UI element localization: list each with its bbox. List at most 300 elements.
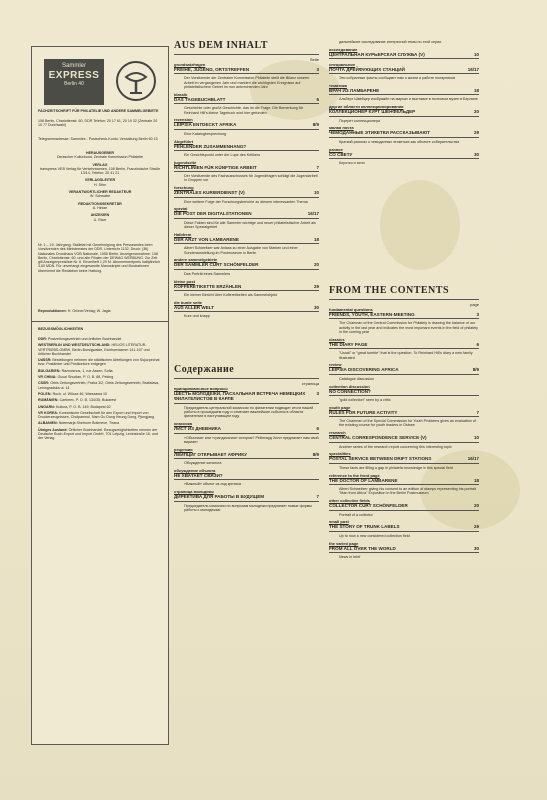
toc-entry [174,117,319,136]
toc-category: малая почта [329,125,354,131]
redakteur: W. Schwabe [90,194,110,199]
toc-title-row [174,284,319,289]
toc-page-number: 6 [316,426,319,432]
toc-category: specialities [329,451,351,457]
toc-category: grundsatzfragen [174,62,206,67]
toc-description: Ein Gesichtspunkt unter der Lupe des Kritikers [184,152,261,157]
toc-title-row [174,97,319,102]
toc-entry [174,206,319,229]
toc-russian-continued [329,40,479,168]
toc-title: FEHLENDER ZUSAMMENHANG? [174,143,247,149]
toc-entry [329,405,479,428]
toc-title: FROM ALL OVER THE WORLD [329,545,396,551]
divider [174,73,319,74]
toc-page-number: 7 [316,494,319,500]
divider [329,484,479,485]
divider [174,54,319,55]
toc-entry [174,300,319,319]
toc-category: принципиальные вопросы [174,386,228,391]
toc-category: review [329,362,342,368]
divider [329,73,479,74]
distribution-item [38,411,162,420]
toc-page-number: 6 [476,341,479,347]
toc-title: ВРАЧ ИЗ ЛАМБАРЕНЕ [329,87,380,93]
toc-category: специальное [329,61,356,67]
distribution-item [38,375,162,379]
toc-description: "Usual" or "great tumble" that is the question. To Reinhard Hill's diary a new family illustrated [339,351,473,360]
distribution-country: UdSSR: [38,358,52,363]
toc-title: POSTAL SERVICE BETWEEN DRIFT STATIONS [329,456,432,462]
toc-title: КОЛЛЕКЦИОНЕР КУРТ ШЁНФЕЛЬДЕР [329,109,416,115]
distribution-text: Postzeitungsvertrieb und örtlicher Buchhandel [47,337,122,341]
toc-entry [329,541,479,560]
toc-title-row [174,494,319,499]
toc-entry [329,430,479,449]
divider [329,442,479,443]
divider [329,158,479,159]
design: H. Grüner/Verlag; W. Jagla [67,309,111,313]
toc-category: jugendseite [174,159,197,165]
address: 108 Berlin, Charlottenstr. 60, DDR Telefon: 20 17 61, 20 19 32 (Zentrale 20 10 77 Durchwahl) [38,119,158,128]
toc-description: Albert Schweitzer war Anlass zu einer Ausgabe von Marken und einer Sonderausstellung im Postmuseum in Berlin [184,246,298,255]
redakteur-label: VERANTWORTLICHER REDAKTEUR [68,190,132,195]
anzeigen-label: ANZEIGEN [90,213,110,218]
distribution-country: VR KOREA: [38,410,59,415]
toc-page-number: 20 [473,109,479,115]
toc-title: CENTRAL CORRESPONDENCE SERVICE (V) [329,435,427,441]
divider [174,197,319,198]
toc-page-number: 10 [473,51,479,57]
toc-description: Eine Katalogbesprechung [184,131,227,136]
divider [174,129,319,130]
distribution-country: VR CHINA: [38,375,57,380]
imprint: Nr. 1 – 19. Jahrgang. Stalletat mit Genehmigung des Presseamtes beim Vorsitzenden des Ministerrates der DDR, Unterrichr 1132, Druck: (36) Nationales Druckhaus VOB Nationale, 1055 Berlin. Anzeigenannahme: 108 Berlin, Charlottenstr. 60, und alle Filialen der DEWAG WERBUNG. Zur Zeit gilt Anzeigenpreisliste Nr. 6. Einzelheft 1,20 M. Abonnementpreis halbjährlich 3,60 MDN. Für unverlangt eingesandte Manuskripte und Illustrationen übernimmt die Redaktion keine Haftung. [38,243,161,273]
toc-title-row [174,426,319,431]
verlagsleiter-label: VERLAGSLEITER [84,178,116,183]
toc-page-number: 30 [473,545,479,551]
toc-title-row [174,452,319,457]
toc-entry [329,104,479,123]
distribution-item [38,358,162,367]
toc-title: THE DOCTOR OF LAMBARENE [329,477,398,483]
toc-description: Председатель центральной комиссии по филателии подводит итоги нашей работы в прошедшем году и отмечает важнейшие события в области филателии в наступающем году [184,405,314,419]
toc-entry [174,386,319,419]
distribution-item [38,343,162,356]
divider [329,137,479,138]
toc-description: The Chairman of the Central Commission for Philately is drawing the balance of our activity in the last year and indicates the most important events in the field of philately in the coming year [339,321,478,334]
distribution-text: Ndermarja Shetnore Botimeve, Tirana [58,421,120,426]
toc-title-row [329,109,479,114]
toc-description: The Chairman of the Special Commission for Youth Problems gives an evaluation of the existing course for youth leaders in Ostsee [339,419,476,428]
toc-title-row [174,237,319,242]
logo-sub: Berlin 40 [64,81,84,87]
toc-title: ЛИСТ ИЗ ДНЕВНИКА [174,426,221,432]
toc-entry [329,519,479,538]
distribution-text: Guozi Shudian, P. O. B. 88, Peking [57,375,114,380]
toc-entry [174,257,319,276]
divider [174,458,319,459]
toc-description: Up to now a new considered collection field [339,533,410,538]
toc-description: Das Porträt eines Sammlers [184,271,231,276]
toc-description: Albert Schweitzer giving his consent to an edition of stamps representing his portrait "Man from Africa" Exposition in the Berlin Postmuseum [339,487,476,496]
distribution-country: Übriges Ausland: [38,427,68,432]
divider [174,433,319,434]
toc-description: Portrait of a collector [339,512,373,517]
toc-category: обсуждение объекта [174,467,216,473]
toc-category: research [329,430,346,436]
distribution-country: WESTBERLIN UND WESTDEUTSCHLAND: [38,343,111,348]
toc-category: fundamental questions [329,307,373,312]
toc-page-number: 7 [316,164,319,170]
distribution-text: Örtlicher Buchhandel. Bezugsmöglichkeiten nennen der Deutsche Buch-Export und Import GmbH, 701 Leipzig, Leninstraße 16, und der Verlag [38,427,158,441]
posthorn-icon [116,61,156,101]
publisher: Deutscher Kulturbund, Zentrale Kommission Philatelie [56,155,144,160]
toc-title-row [329,312,479,317]
toc-category: reference to the front page [329,472,380,478]
toc-description: Catalogue discussion [339,376,375,381]
toc-category: страница молодежи [174,489,214,495]
toc-page-number: 20 [313,262,319,268]
toc-page-number: 3 [316,67,319,72]
divider [174,103,319,104]
toc-english-list [329,307,479,559]
toc-entry [174,139,319,158]
toc-page-number: 20 [473,503,479,509]
divider [174,290,319,291]
toc-description: Коротко и ясно [339,160,365,165]
divider [174,479,319,480]
toc-description: Another series of the research report concerning this interesting topic [339,444,452,449]
toc-entry [329,384,479,403]
toc-category: forschung [174,185,194,191]
toc-category: рецензия [174,446,193,452]
toc-title: DER ARZT VON LAMBARENE [174,236,239,242]
toc-entry [174,232,319,255]
toc-page-number: 8/9 [312,451,319,457]
toc-title-row [174,190,319,195]
toc-description: Краткий рассказ о чемоданных этикетках как объекте собирательства [339,139,460,144]
toc-title-row [329,410,479,415]
toc-title: DAS TAGEBUCHBLATT [174,96,226,102]
bezug-label: BEZUGSMÖGLICHKEITEN [38,327,84,331]
divider [329,348,479,349]
toc-title-row [329,389,479,394]
toc-title: LEIPSIA ENTDECKT AFRIKA [174,122,237,128]
toc-title-row [174,473,319,478]
divider [329,318,479,319]
divider [174,150,319,151]
verlag-label: VERLAG [92,162,108,167]
toc-description: «Важный» объект из-под критика [184,482,241,487]
page-label: Seite [309,57,319,62]
toc-entry [329,337,479,360]
toc-title: ШЕСТЬ МОЛОДЕЖИ, ПАСХАЛЬНАЯ ВСТРЕЧА НЕМЕЦКИХ ФИЛАТЕЛИСТОВ В КАРЛЕ [174,391,306,402]
toc-title-row [174,305,319,310]
toc-page-number: 30 [473,151,479,157]
toc-page-number: 29 [473,524,479,530]
toc-page-number: 6 [316,96,319,102]
toc-german [174,53,319,321]
toc-page-number: 16/17 [307,211,319,217]
toc-category: spezial [174,206,188,212]
toc-category: die bunte seite [174,299,203,305]
toc-category: rezension [174,117,193,123]
divider [174,311,319,312]
divider [329,395,479,396]
divider [174,218,319,219]
toc-entry [174,421,319,444]
toc-entry [174,447,319,466]
divider [329,58,479,59]
section-title-german: AUS DEM INHALT [174,40,268,51]
toc-description: Diese Fakten sind für alle Sammler wichtige und neuer philatelistischer Arbeit als dieser Spezialgebiet [184,220,316,230]
toc-entry [329,62,479,81]
toc-page-number: 3 [476,312,479,317]
divider [329,94,479,95]
toc-title-row [174,67,319,72]
toc-entry [174,279,319,298]
design-label: Reproduktionen: [38,309,67,313]
distribution-country: ALBANIEN: [38,421,58,426]
toc-category: small post [329,519,349,525]
distribution-text: HELIOS LITERATUR-VERTRIEBS-GMBH, Berlin-Borsigwalde, Eichborndamm 141-167 und örtlicher Buchhandel [38,343,150,356]
toc-title: RULES FOR FUTURE ACTIVITY [329,409,398,415]
distribution-country: POLEN: [38,391,52,396]
anzeigen: U. Eiser [93,217,107,222]
toc-title-row [329,435,479,440]
toc-description: "gold collection" seen by a critic [339,397,391,402]
toc-description: Eine weitere Folge der Forschungsberichte zu diesem interessanten Thema [184,199,308,204]
divider [329,374,479,375]
toc-title: ДИРЕКТИВА ДЛЯ РАБОТЫ В БУДУЩЕМ [174,494,265,500]
toc-title: ЧЕМОДАННЫЕ ЭТИКЕТКИ РАССКАЗЫВАЮТ [329,130,430,136]
bezug-list [38,337,162,443]
toc-description: Der Vorsitzende der Zentralen Kommission Philatelie stellt die Bilanz unserer Arbeit im vergangenen Jahr und markiert die wichtigsten Ereignisse auf philatelistischem Gebiet im nun anbrechenden Jahr [184,76,310,89]
toc-title: COLLECTOR CURT SCHÖNFELDER [329,503,408,509]
toc-category: другие области коллекционирования [329,104,404,110]
divider [329,552,479,553]
toc-title: ZENTRALES KURIERDIENST (V) [174,190,245,196]
divider [174,501,319,502]
redaktion-label: REDAKTIONSSEKRETÄR [78,201,122,206]
divider [174,269,319,270]
redaktion: A. Hintze [92,205,108,210]
toc-page-number: 18 [313,236,319,242]
toc-page-number: 16/17 [467,456,479,462]
magazine-logo [44,59,104,105]
distribution-item [38,369,162,373]
distribution-country: DDR: [38,337,47,341]
toc-page-number: 10 [473,435,479,441]
toc-description: Kurz und knapp [184,314,210,319]
distribution-item [38,421,162,425]
toc-title-row [329,546,479,551]
publisher-label: HERAUSGEBER [86,151,114,155]
toc-title-row [329,456,479,461]
toc-title-row [174,122,319,127]
logo-top: Sammler [61,63,86,69]
toc-title-row [174,262,319,267]
toc-russian-continued-list [329,40,479,165]
toc-title-row [329,503,479,508]
toc-entry [329,307,479,334]
toc-title: DIE POST DER DIGITALSTATIONEN [174,211,252,217]
toc-category: Halbfrem [174,231,192,237]
page-label-en: page [470,302,479,307]
page-label-ru: страница [301,381,319,386]
distribution-text: Bestellungen nehmen die städtischen Abteilungen von Sojuzpechat bzw. Postämter und Postkontore entgegen [38,358,160,367]
toc-title-row [174,391,319,402]
distribution-country: BULGARIEN: [38,368,61,373]
toc-description: «Обычная» или «грандиозная» история? Рейнхард Хилл предлагает нам свой вариант [184,435,319,444]
toc-page-number: 8/9 [472,367,479,373]
toc-title: ПОЧТА ДРЕЙФУЮЩИХ СТАНЦИЙ [329,66,405,72]
distribution-text: Koreanische Gesellschaft für den Export und Import von Druckerzeugnissen, Chulpanmul, Nam Gu Dong Heung Dong, Pjongjang [38,410,155,420]
toc-title-row [329,524,479,529]
toc-category: классика [174,421,192,427]
toc-english [329,298,479,562]
toc-title-row [329,67,479,72]
logo-main: EXPRESS [48,70,100,81]
toc-description: Альберт Швейцер изображён на марках и выставке в почтовом музее в Берлине [339,97,478,102]
toc-category: тематика [329,82,347,88]
toc-description: News in brief [339,554,361,559]
toc-entry [329,147,479,166]
distribution-item [38,405,162,409]
toc-title-row [174,211,319,216]
distribution-item [38,428,162,441]
toc-page-number: 16/17 [467,66,479,72]
toc-category: other collective fields [329,498,370,504]
distribution-text: Raznoiznos, 1, rue Assen, Sofia [61,368,113,373]
toc-entry [174,468,319,487]
divider [174,243,319,244]
distribution-text: Kultura, P. O. B. 149, Budapest 62 [55,404,111,409]
toc-title: LEIPSIA DISCOVERING AFRICA [329,367,399,373]
toc-german-list [174,62,319,319]
toc-description: Обсуждение каталога [184,461,222,466]
toc-title: СО СВЕТУ [329,151,353,157]
verlag: transpress VEB Verlag für Verkehrswesen, 108 Berlin, Französische Straße 13/14, Telefon: 20 41 21 [39,166,161,176]
toc-entry [174,160,319,183]
divider [174,171,319,172]
divider [174,403,319,404]
toc-title-row [174,165,319,170]
distribution-text: Cartimex, P. O. B. 134/35, Bukarest [59,398,117,403]
distribution-text: Orbis Zeitungsvertrieb, Praha 3/2, Orbis Zeitungsvertrieb, Bratislava, Leningradska ul. 14 [38,381,160,390]
verlagsleiter: H. Stirn [94,182,106,187]
divider [32,321,168,322]
toc-description: Geschichte oder große Geschichte, das ist die Frage. Die Bemerkung für Reinhard Hill's kleine Tagebuch wird hier gefunden [184,106,304,115]
toc-entry [329,473,479,496]
divider [329,531,479,532]
toc-entry [329,40,479,44]
toc-entry [329,125,479,144]
toc-entry [174,489,319,512]
toc-category: Abgeführt [174,138,194,144]
distribution-item [38,392,162,396]
toc-description: These facts are filling a gap in philatelic knowledge in this special field [339,465,453,470]
toc-description: Der Vorsitzende des Fachausschusses für Jugendfragen schlägt die Jugendarbeit in Gruppen vor [184,174,318,183]
toc-category: andere sammelgebiete [174,257,218,263]
toc-category: kleine post [174,278,195,284]
toc-title: THE DIARY PAGE [329,341,368,347]
telegram: Telegrammadresse: Sammlex - Postscheck-Konto: Verwaltung Berlin 60 15 [38,137,158,141]
toc-page-number: 18 [473,87,479,93]
toc-description: Председатель комиссии по вопросам молодежи предлагает новые формы работы с молодежью [184,503,312,512]
toc-page-number: 30 [313,304,319,310]
toc-category: youth page [329,404,351,410]
toc-entry [329,451,479,470]
distribution-item [38,337,162,341]
toc-category: classics [329,336,345,342]
toc-title-row [329,342,479,347]
toc-title: RICHTLINIEN FÜR KÜNFTIGE ARBEIT [174,164,257,170]
toc-description: Портрет коллекционера [339,118,381,123]
toc-title-row [329,152,479,157]
toc-title: ЦЕНТРАЛЬНАЯ КУРЬЕРСКАЯ СЛУЖБА (V) [329,51,425,57]
toc-title: NO CONNECTION? [329,388,371,394]
toc-title-row [174,144,319,149]
toc-entry [174,185,319,204]
distribution-country: RUMÄNIEN: [38,398,59,403]
impressum-column [31,46,169,745]
paper-stain [380,180,460,270]
toc-page-number: 29 [313,283,319,289]
toc-title: НЕ ХВАТАЕТ СВЯЗИ? [174,472,223,478]
toc-category: collection discussion [329,383,370,389]
toc-entry [329,362,479,381]
divider [329,416,479,417]
toc-russian [174,377,319,515]
toc-title-row [329,478,479,483]
toc-entry [174,92,319,115]
toc-title: FRIENDS, YOUTH, EASTERN-MEETING [329,312,415,317]
distribution-text: Ruch, ul. Wilcza 46, Warszawa 10 [52,391,107,396]
toc-title: DER SAMMLER CURT SCHÖNFELDER [174,262,259,268]
toc-page-number: 29 [473,130,479,136]
toc-category: исследование [329,46,358,52]
toc-page-number: 10 [313,190,319,196]
toc-entry [329,83,479,102]
toc-title-row [329,367,479,372]
distribution-item [38,398,162,402]
divider [329,116,479,117]
distribution-country: CSSR: [38,381,50,386]
toc-category: разное [329,146,343,152]
toc-description: дальнейшее исследование интересной темы по этой серии [339,40,442,44]
divider [329,299,479,300]
toc-title: THE STORY OF TRUNK LABELS [329,524,400,530]
toc-russian-list [174,386,319,512]
section-title-russian: Содержание [174,364,235,375]
toc-description: Эти собранные факты сообщают нам о жизни и работе полярников [339,76,456,81]
toc-title: KOFFERETIKETTE ERZÄHLEN [174,283,242,289]
toc-title: ЛЕЙПЦИГ ОТКРЫВАЕТ АФРИКУ [174,451,247,457]
divider [174,378,319,379]
distribution-country: UNGARN: [38,404,55,409]
subtitle: FACHZEITSCHRIFT FÜR PHILATELIE UND ANDERE SAMMELGEBIETE [38,109,159,113]
toc-category: the varied page [329,540,359,546]
toc-entry [174,62,319,89]
toc-page-number: 3 [316,391,319,396]
section-title-english: FROM THE CONTENTS [329,285,449,296]
toc-entry [329,498,479,517]
toc-entry [329,47,479,59]
toc-title-row [329,130,479,135]
divider [329,463,479,464]
toc-title-row [329,52,479,57]
